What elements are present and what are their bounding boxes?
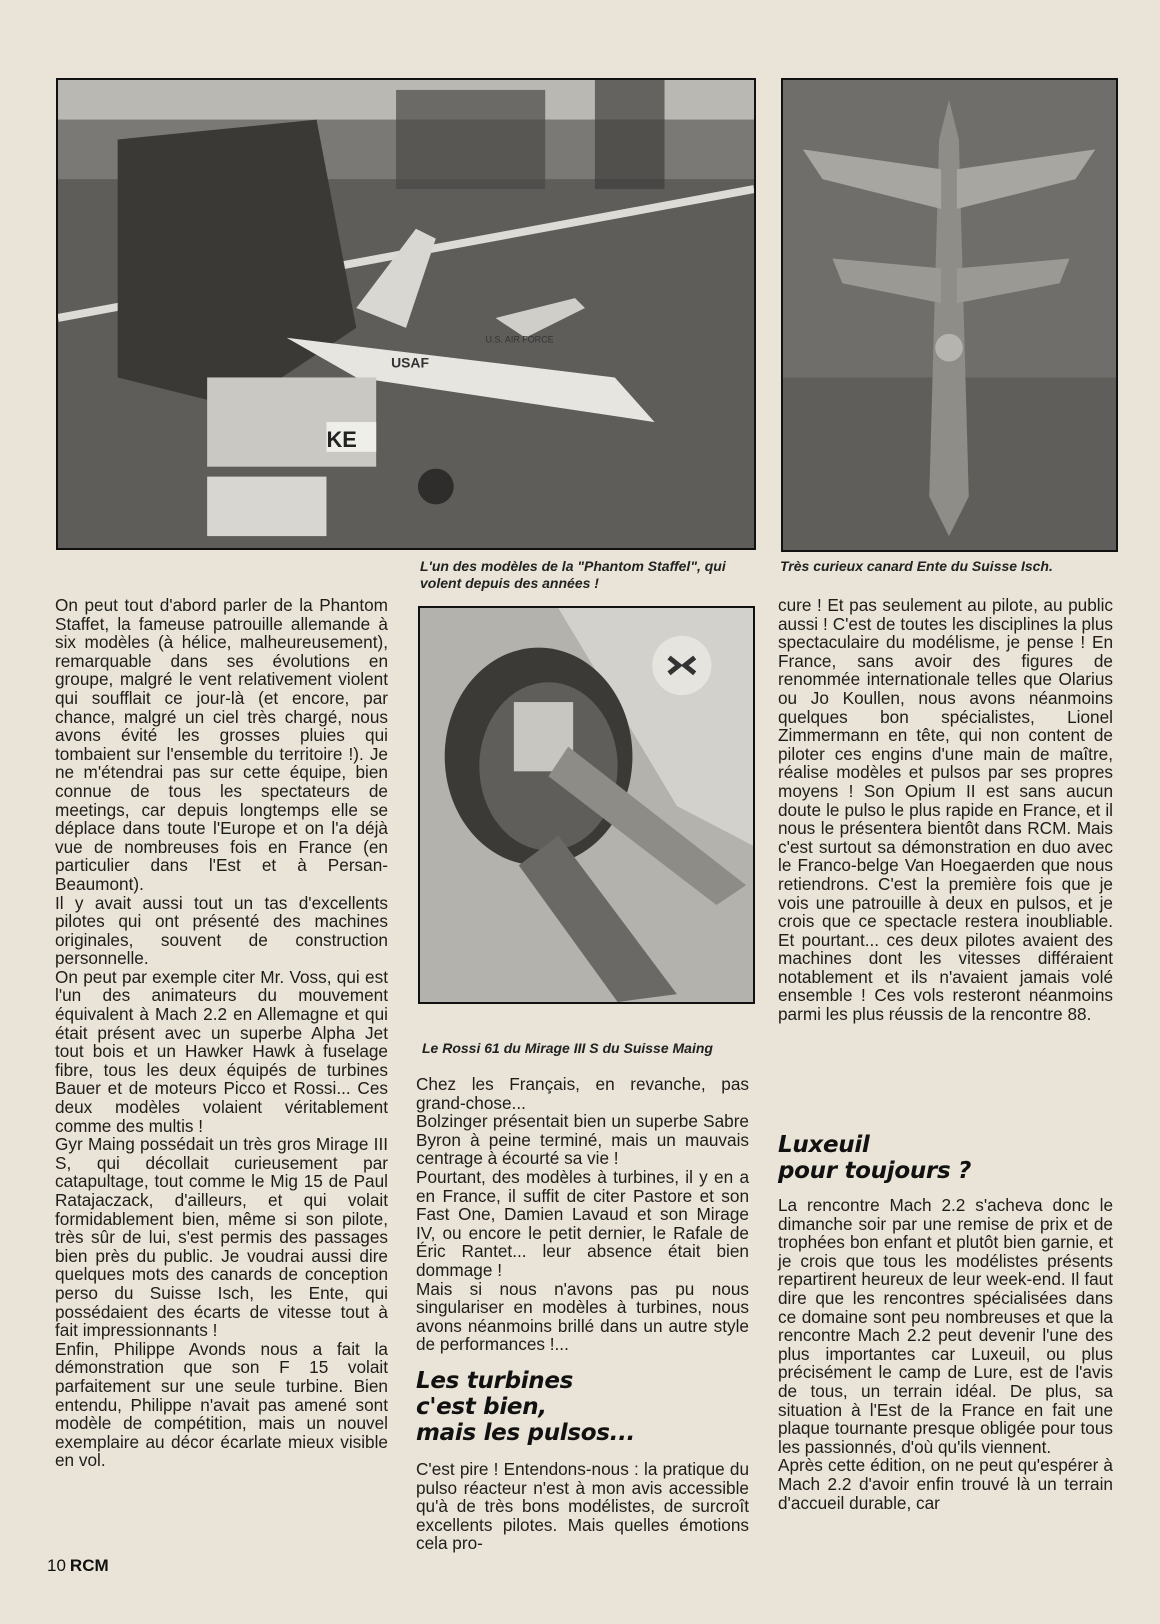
paragraph: Enfin, Philippe Avonds nous a fait la démonstration que son F 15 volait parfaitement sur une seule turbine. Bien entendu, Philippe n'avait pas amené sont modèle de compétition, mais un nouvel exemplaire au décor écarlate mieux visible en vol. (55, 1338, 388, 1471)
heading-line: mais les pulsos... (416, 1420, 635, 1446)
column-2 (416, 1075, 749, 1354)
caption-canard-ente: Très curieux canard Ente du Suisse Isch. (780, 558, 1053, 574)
paragraph: Bolzinger présentait bien un superbe Sabre Byron à peine terminé, mais un mauvais centrage à écourté sa vie ! (416, 1111, 749, 1169)
heading-luxeuil (778, 1132, 1113, 1184)
heading-line: pour toujours ? (778, 1158, 972, 1184)
paragraph: Gyr Maing possédait un très gros Mirage III S, qui décollait curieusement par catapultage, tout comme le Mig 15 de Paul Ratajaczack, d'ailleurs, et qui volait formidablement bien, même si son pilote, très sûr de lui, s'est permis des passages bien près du public. Je voudrai aussi dire quelques mots des canards de conception perso du Suisse Isch, les Ente, qui possédaient des écarts de vitesse tout à fait impressionnants ! (55, 1134, 388, 1341)
heading-turbines (416, 1368, 749, 1446)
plane-body-marking: U.S. AIR FORCE (485, 334, 554, 345)
paragraph: La rencontre Mach 2.2 s'acheva donc le dimanche soir par une remise de prix et de trophées bon enfant et plutôt bien garnie, et je crois que tous les modélistes présents repartirent heureux de leur week-end. Il faut dire que les rencontres spécialisées dans ce domaine sont peu nombreuses et que la rencontre Mach 2.2 peut devenir l'une des plus importantes car Luxeuil, ou plus précisément le camp de Lure, est de l'avis de tous, un terrain idéal. De plus, sa situation à l'Est de la France en fait une plaque tournante presque obligée pour tous les passionnés, d'où qu'ils viennent. (778, 1195, 1113, 1457)
paragraph: cure ! Et pas seulement au pilote, au public aussi ! C'est de toutes les disciplines la plus spectaculaire du modélisme, je pense ! En France, sans avoir des figures de renommée internationale telles que Olarius ou Jo Koullen, nous avons néanmoins quelques bon spécialistes, Lionel Zimmermann en tête, qui non content de piloter ces engins d'une main de maître, réalise modèles et pulsos par ses propres moyens ! Son Opium II est sans aucun doute le pulso le plus rapide en France, et il nous le présentera bientôt dans RCM. Mais c'est surtout sa démonstration en duo avec le Franco-belge Van Hoegaerden que nous retiendrons. C'est la première fois que je vois une patrouille à deux en pulsos, et je crois que ce spectacle restera inoubliable. Et pourtant... ces deux pilotes avaient des machines dont les vitesses différaient notablement et ils n'avaient jamais volé ensemble ! Ces vols resteront néanmoins parmi les plus réussis de la rencontre 88. (778, 595, 1113, 1025)
column-3-continued (778, 1196, 1113, 1512)
paragraph: C'est pire ! Entendons-nous : la pratique du pulso réacteur n'est à mon avis accessible qu'à de très bons modélistes, de surcroît excellents pilotes. Mais quelles émotions cela pro- (416, 1459, 749, 1554)
heading-line: Luxeuil (778, 1132, 870, 1158)
paragraph: Après cette édition, on ne peut qu'espérer à Mach 2.2 d'avoir enfin trouvé là un terrain d'accueil durable, car (778, 1455, 1113, 1513)
paragraph: Il y avait aussi tout un tas d'excellents pilotes qui ont présenté des machines originales, souvent de construction personnelle. (55, 892, 388, 969)
column-2-continued (416, 1460, 749, 1553)
paragraph: On peut tout d'abord parler de la Phantom Staffet, la fameuse patrouille allemande à six modèles (à hélice, malheureusement), remarquable dans ses évolutions en groupe, malgré le vent relativement violent qui soufflait ce jour-là (et encore, par chance, malgré un ciel très chargé, nous avons évité les grosses pluies qui tombaient sur l'ensemble du territoire !). Je ne m'étendrai pas sur cette équipe, bien connue de tous les spectateurs de meetings, car depuis longtemps elle se déplace dans toute l'Europe et on l'a déjà vue de nombreuses fois en France (en particulier dans l'Est et à Persan-Beaumont). (55, 595, 388, 894)
column-1 (55, 596, 388, 1470)
paragraph: Mais si nous n'avons pas pu nous singulariser en modèles à turbines, nous avons néanmoins brillé dans un autre style de performances !... (416, 1278, 749, 1355)
photo-rossi-engine (418, 606, 755, 1004)
caption-rossi-engine: Le Rossi 61 du Mirage III S du Suisse Maing (422, 1040, 713, 1056)
page-folio (47, 1556, 109, 1576)
photo-phantom-staffel (56, 78, 756, 550)
magazine-name: RCM (69, 1556, 109, 1575)
photo-canard-ente (781, 78, 1118, 552)
plane-tail-marking: USAF (391, 354, 429, 371)
caption-phantom-staffel: L'un des modèles de la "Phantom Staffel", qui volent depuis des années ! (420, 558, 726, 591)
photo-phantom-staffel-image (58, 80, 754, 548)
paragraph: Pourtant, des modèles à turbines, il y en a en France, il suffit de citer Pastore et son Fast One, Damien Lavaud et son Mirage IV, ou encore le petit dernier, le Rafale de Éric Rantet... leur absence était bien dommage ! (416, 1166, 749, 1280)
paragraph: Chez les Français, en revanche, pas grand-chose... (416, 1074, 749, 1113)
heading-line: Les turbines (416, 1368, 574, 1394)
box-marking: KE (326, 426, 357, 452)
photo-rossi-engine-image (420, 608, 753, 1002)
photo-canard-ente-image (783, 80, 1116, 550)
paragraph: On peut par exemple citer Mr. Voss, qui est l'un des animateurs du mouvement équivalent à Mach 2.2 en Allemagne et qui était présent avec un superbe Alpha Jet tout bois et un Hawker Hawk à fuselage fibre, tous les deux équipés de turbines Bauer et de moteurs Picco et Rossi... Ces deux modèles volaient véritablement comme des multis ! (55, 966, 388, 1136)
column-3 (778, 596, 1113, 1024)
heading-line: c'est bien, (416, 1394, 547, 1420)
page-number: 10 (47, 1556, 66, 1575)
